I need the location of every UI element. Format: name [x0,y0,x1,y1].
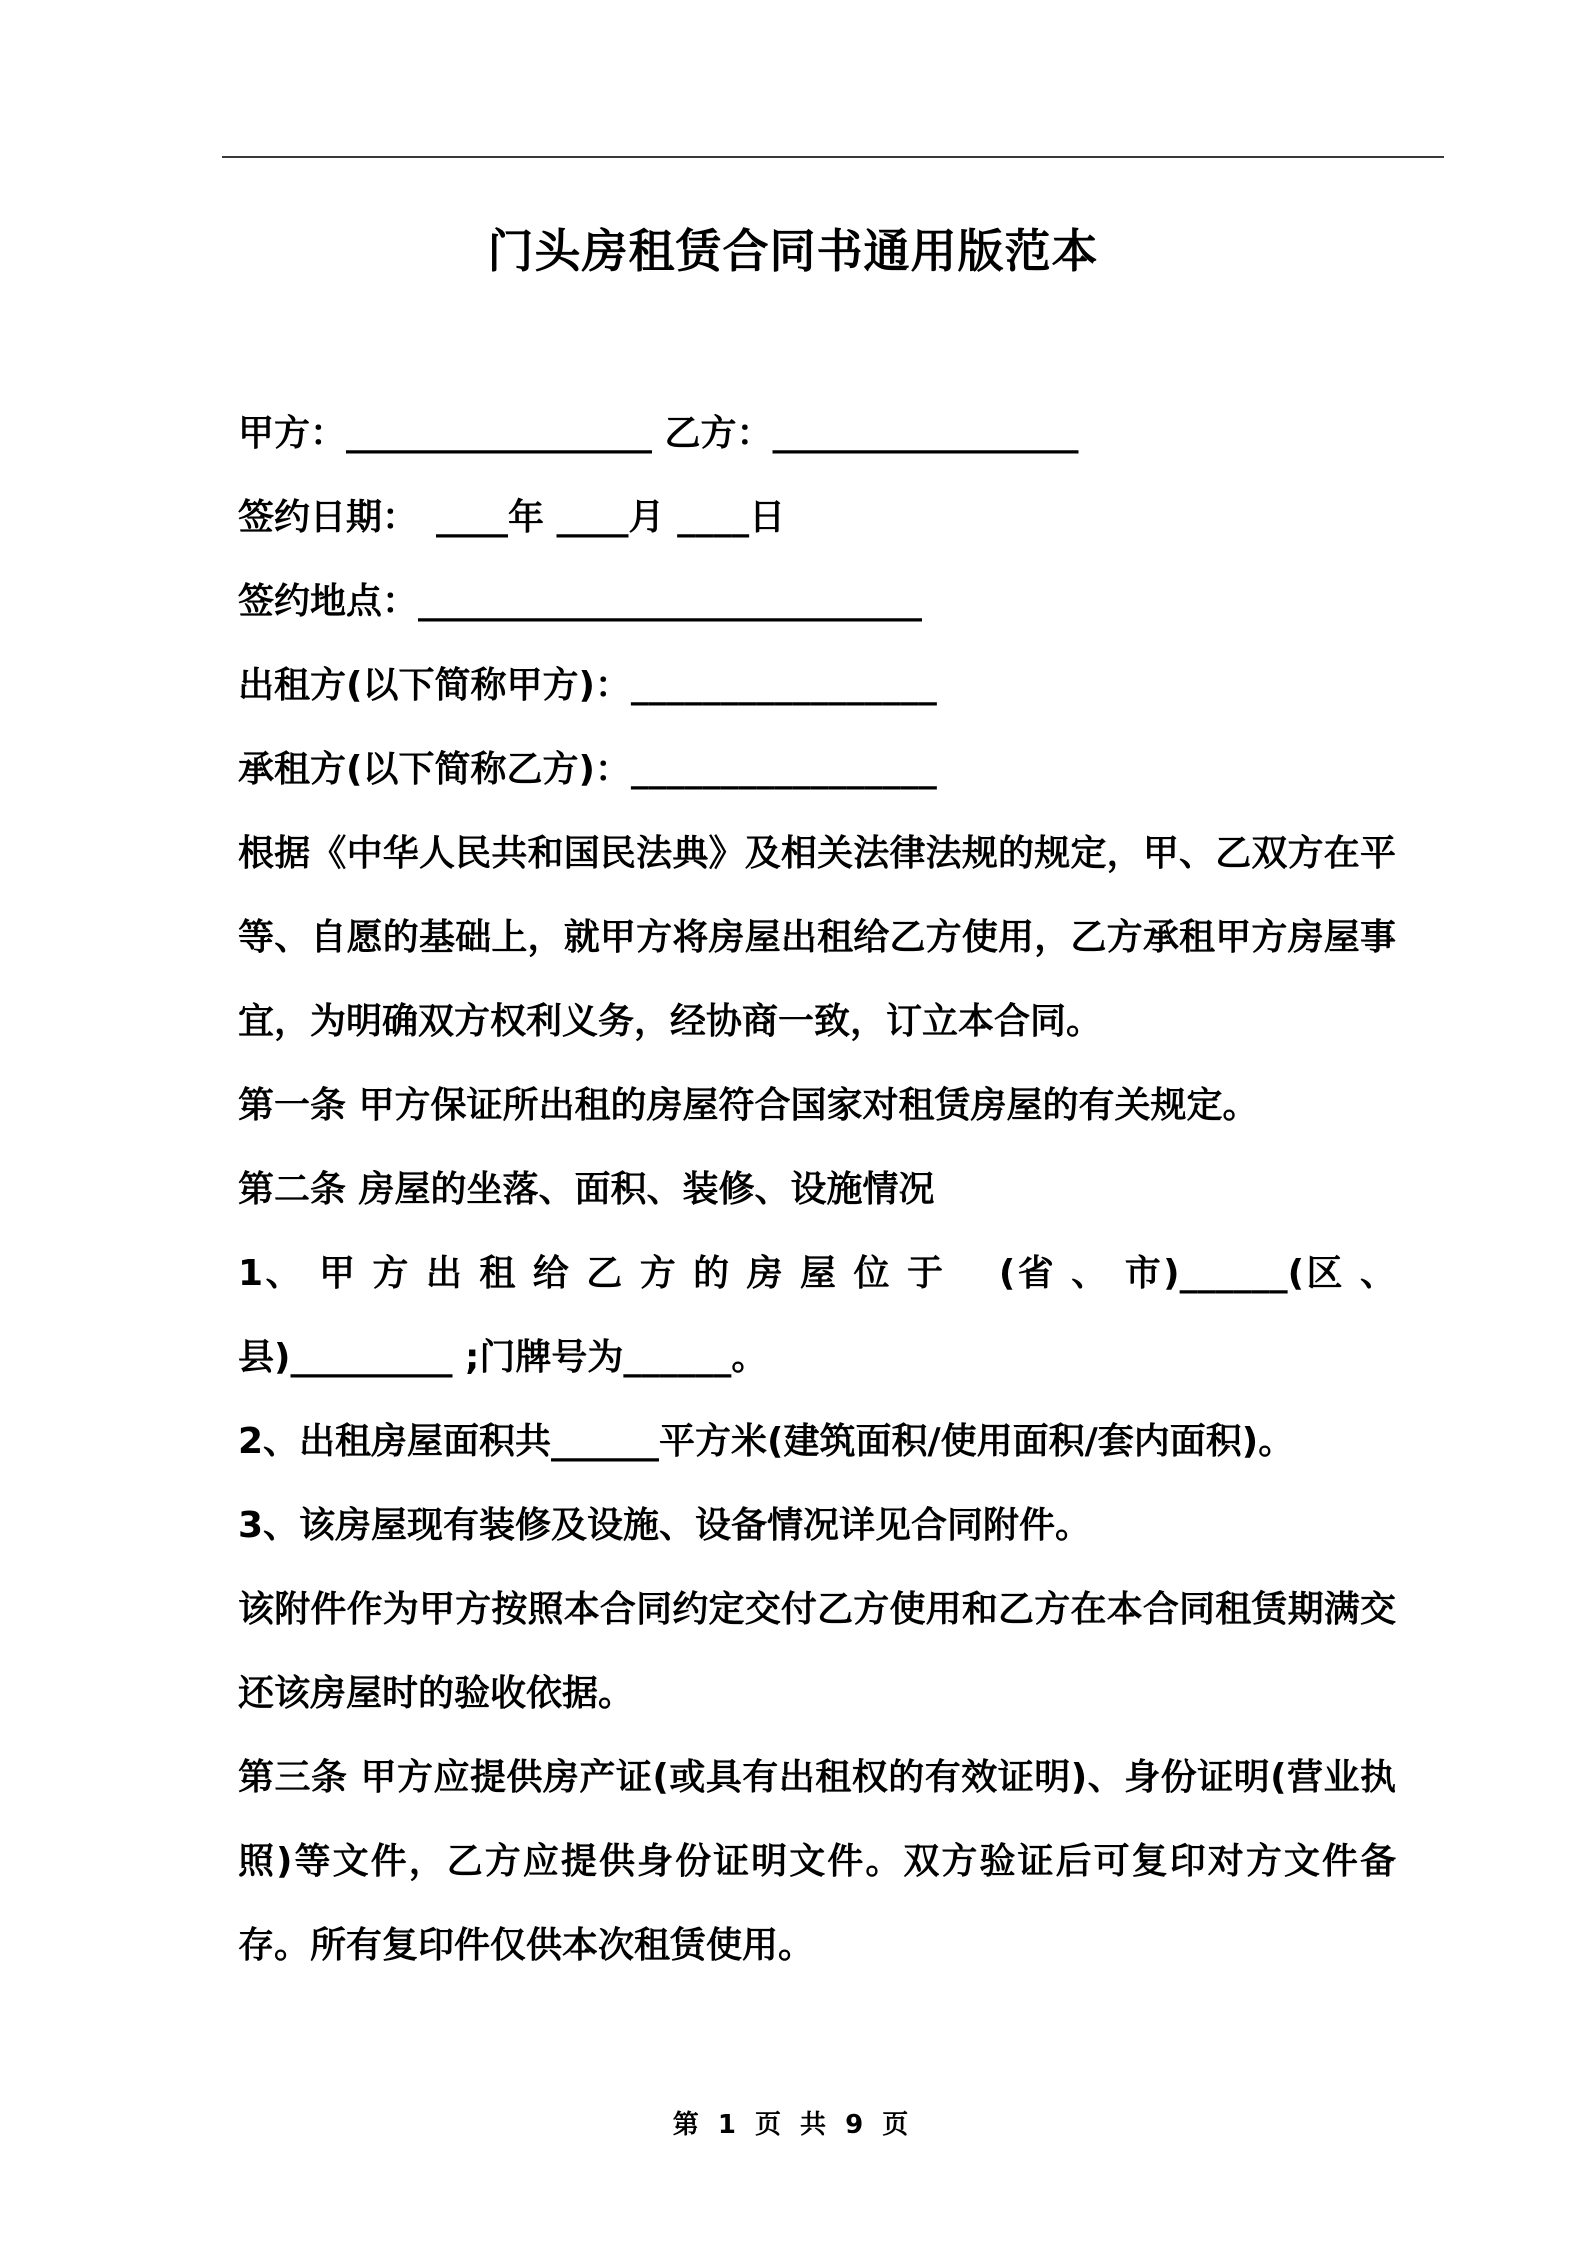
line-signing-place: 签约地点：____________________________ [238,581,923,622]
para-article-3: 第三条 甲方应提供房产证(或具有出租权的有效证明)、身份证明(营业执照)等文件，乙方应提供身份证明文件。双方验证后可复印对方文件备存。所有复印件仅供本次租赁使用。 [238,1757,1396,1966]
page-title: 门头房租赁合同书通用版范本 [487,224,1099,278]
para-article-2-heading: 第二条 房屋的坐落、面积、装修、设施情况 [238,1169,935,1210]
para-article-2-item-1: 1、 甲 方 出 租 给 乙 方 的 房 屋 位 于 (省 、 市)______(区 、县)_________ ;门牌号为______。 [238,1253,1396,1378]
para-article-1: 第一条 甲方保证所出租的房屋符合国家对租赁房屋的有关规定。 [238,1085,1259,1126]
header-rule [222,156,1444,158]
para-attachment-note: 该附件作为甲方按照本合同约定交付乙方使用和乙方在本合同租赁期满交还该房屋时的验收依据。 [238,1589,1396,1714]
line-signing-date: 签约日期： ____年 ____月 ____日 [238,497,786,538]
line-lessee: 承租方(以下简称乙方)：_________________ [238,749,937,790]
line-lessor: 出租方(以下简称甲方)：_________________ [238,665,937,706]
para-preamble: 根据《中华人民共和国民法典》及相关法律法规的规定，甲、乙双方在平等、自愿的基础上，就甲方将房屋出租给乙方使用，乙方承租甲方房屋事宜，为明确双方权利义务，经协商一致，订立本合同。 [238,833,1396,1042]
para-article-2-item-3: 3、该房屋现有装修及设施、设备情况详见合同附件。 [238,1505,1092,1546]
contract-body [238,392,1396,1988]
line-parties: 甲方：_________________ 乙方：_________________ [238,413,1079,454]
para-article-2-item-2: 2、出租房屋面积共______平方米(建筑面积/使用面积/套内面积)。 [238,1421,1295,1462]
page-number: 第 1 页 共 9 页 [672,2110,914,2140]
